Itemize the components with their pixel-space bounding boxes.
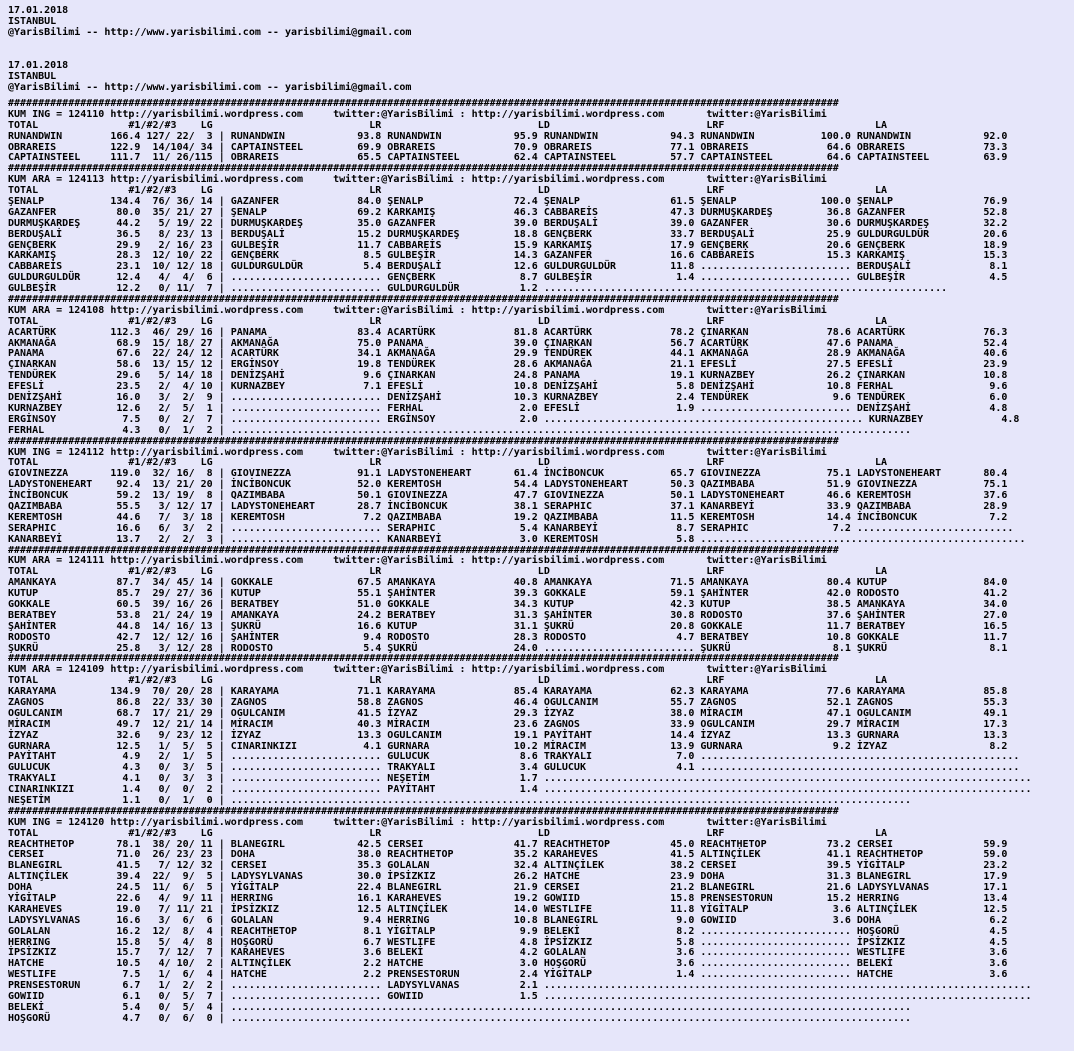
table-row: KURNAZBEY 12.6 2/ 5/ 1 | ......................... FERHAL 2.0 EFESLİ 1.9 ......................... DENİZŞAHİ 4.8: [8, 402, 1008, 414]
race-section: [8, 164, 1074, 295]
table-row: GOLALAN 16.2 12/ 8/ 4 | REACHTHETOP 8.1 YİGİTALP 9.9 BELEKİ 8.2 ......................... HOŞGORÜ 4.5: [8, 925, 1008, 937]
race-section: [8, 295, 1074, 437]
table-row: CABBAREİS 23.1 10/ 12/ 18 | GULDURGULDÜR 5.4 BERDUŞALİ 12.6 GULDURGULDÜR 11.8 ......................... BERDUŞALİ 8.1: [8, 261, 1008, 273]
table-row: ÇINARKAN 58.6 13/ 15/ 12 | ERGİNSOY 19.8 TENDÜREK 28.6 AKMANAĞA 21.1 EFESLİ 27.5 EFESLİ 23.9: [8, 359, 1008, 371]
table-row: ŞENALP 134.4 76/ 36/ 14 | GAZANFER 84.0 ŞENALP 72.4 ŞENALP 61.5 ŞENALP 100.0 ŞENALP 76.9: [8, 196, 1008, 208]
table-row: KEREMTOSH 44.6 7/ 3/ 18 | KEREMTOSH 7.2 QAZIMBABA 19.2 QAZIMBABA 11.5 KEREMTOSH 14.4 İNCİBONCUK 7.2: [8, 511, 1008, 523]
table-row: DOHA 24.5 11/ 6/ 5 | YİGİTALP 22.4 BLANEGIRL 21.9 CERSEI 21.2 BLANEGIRL 21.6 LADYSYLVANAS 17.1: [8, 882, 1008, 894]
table-row: GOKKALE 60.5 39/ 16/ 26 | BERATBEY 51.0 GOKKALE 34.3 KUTUP 42.3 KUTUP 38.5 AMANKAYA 34.0: [8, 598, 1008, 610]
column-header: TOTAL #1/#2/#3 LG LR LD LRF LA: [8, 675, 887, 687]
table-row: KARAHEVES 19.0 7/ 11/ 21 | İPSİZKIZ 12.5 ALTINÇİLEK 14.0 WESTLIFE 11.8 YİGİTALP 3.6 ALTINÇİLEK 12.5: [8, 903, 1008, 915]
table-row: GOWIID 6.1 0/ 5/ 7 | ......................... GOWIID 1.5 .................................................................................: [8, 991, 1032, 1003]
table-row: ŞUKRÜ 25.8 3/ 12/ 28 | RODOSTO 5.4 ŞUKRÜ 24.0 ......................... ŞUKRÜ 8.1 ŞUKRÜ 8.1: [8, 642, 1008, 654]
table-row: OGULCANIM 68.7 17/ 21/ 29 | OGULCANIM 41.5 İZYAZ 29.3 İZYAZ 38.0 MİRACIM 47.1 OGULCANIM 49.1: [8, 707, 1008, 719]
table-row: LADYSYLVANAS 16.6 3/ 6/ 6 | GOLALAN 9.4 HERRING 10.8 BLANEGIRL 9.0 GOWIID 3.6 DOHA 6.2: [8, 914, 1008, 926]
table-row: SERAPHIC 16.6 6/ 3/ 2 | ......................... SERAPHIC 5.4 KANARBEYİ 8.7 SERAPHIC 7.2 ..........................: [8, 522, 1014, 534]
header-city: ISTANBUL: [8, 71, 57, 82]
section-title: KUM ING = 124112 http://yarisbilimi.wordpress.com twitter:@YarisBilimi : http://yarisbilimi.wordpress.com twitter:@YarisBilimi: [8, 446, 827, 458]
table-row: RODOSTO 42.7 12/ 12/ 16 | ŞAHİNTER 9.4 RODOSTO 28.3 RODOSTO 4.7 BERATBEY 10.8 GOKKALE 11.7: [8, 631, 1008, 643]
table-row: ZAGNOS 86.8 22/ 33/ 30 | ZAGNOS 58.8 ZAGNOS 46.4 OGULCANIM 55.7 ZAGNOS 52.1 ZAGNOS 55.3: [8, 696, 1008, 708]
section-title: KUM ARA = 124109 http://yarisbilimi.wordpress.com twitter:@YarisBilimi : http://yarisbilimi.wordpress.com twitter:@YarisBilimi: [8, 664, 827, 676]
table-row: KARKAMIŞ 28.3 12/ 10/ 22 | GENÇBERK 8.5 GULBEŞİR 14.3 GAZANFER 16.6 CABBAREİS 15.3 KARKAMIŞ 15.3: [8, 250, 1008, 262]
table-row: İPSİZKIZ 15.7 7/ 12/ 7 | KARAHEVES 3.6 BELEKİ 4.2 GOLALAN 3.6 ......................... WESTLIFE 3.6: [8, 947, 1008, 959]
table-row: HERRING 15.8 5/ 4/ 8 | HOŞGORÜ 6.7 WESTLIFE 4.8 İPSİZKIZ 5.8 ......................... İPSİZKIZ 4.5: [8, 936, 1008, 948]
table-row: OBRAREIS 122.9 14/104/ 34 | CAPTAINSTEEL 69.9 OBRAREIS 70.9 OBRAREIS 77.1 OBRAREIS 64.6 OBRAREIS 73.3: [8, 141, 1008, 153]
column-header: TOTAL #1/#2/#3 LG LR LD LRF LA: [8, 119, 887, 131]
table-row: KARAYAMA 134.9 70/ 20/ 28 | KARAYAMA 71.1 KARAYAMA 85.4 KARAYAMA 62.3 KARAYAMA 77.6 KARAYAMA 85.8: [8, 686, 1008, 698]
header-block-1: [8, 6, 1074, 39]
column-header: TOTAL #1/#2/#3 LG LR LD LRF LA: [8, 457, 887, 469]
column-header: TOTAL #1/#2/#3 LG LR LD LRF LA: [8, 566, 887, 578]
table-row: İNCİBONCUK 59.2 13/ 19/ 8 | QAZIMBABA 50.1 GIOVINEZZA 47.7 GIOVINEZZA 50.1 LADYSTONEHEART 46.6 KEREMTOSH 37.6: [8, 490, 1008, 502]
column-header: TOTAL #1/#2/#3 LG LR LD LRF LA: [8, 185, 887, 197]
table-row: ERGİNSOY 7.5 0/ 2/ 7 | ......................... ERGİNSOY 2.0 ..................................................... KURNAZBEY 4.8: [8, 413, 1020, 425]
table-row: ACARTÜRK 112.3 46/ 29/ 16 | PANAMA 83.4 ACARTÜRK 81.8 ACARTÜRK 78.2 ÇINARKAN 78.6 ACARTÜRK 76.3: [8, 326, 1008, 338]
separator-line: ##########################################################################################################################################: [8, 805, 839, 817]
table-row: GIOVINEZZA 119.0 32/ 16/ 8 | GIOVINEZZA 91.1 LADYSTONEHEART 61.4 İNCİBONCUK 65.7 GIOVINEZZA 75.1 LADYSTONEHEART 80.4: [8, 468, 1008, 480]
race-section: [8, 437, 1074, 546]
section-title: KUM ING = 124110 http://yarisbilimi.wordpress.com twitter:@YarisBilimi : http://yarisbilimi.wordpress.com twitter:@YarisBilimi: [8, 108, 827, 120]
table-row: GULDURGULDÜR 12.4 4/ 4/ 6 | ......................... GENÇBERK 8.7 GULBEŞİR 1.4 ......................... GULBEŞİR 4.5: [8, 272, 1008, 284]
table-row: GURNARA 12.5 1/ 5/ 5 | CINARINKIZI 4.1 GURNARA 10.2 MİRACIM 13.9 GURNARA 9.2 İZYAZ 8.2: [8, 740, 1008, 752]
table-row: MİRACIM 49.7 12/ 21/ 14 | MİRACIM 40.3 MİRACIM 23.6 ZAGNOS 33.9 OGULCANIM 29.7 MİRACIM 17.3: [8, 718, 1008, 730]
table-row: BLANEGIRL 41.5 7/ 12/ 32 | CERSEI 35.3 GOLALAN 32.4 ALTINÇİLEK 38.2 CERSEI 39.5 YİGİTALP 23.2: [8, 860, 1008, 872]
race-section: [8, 654, 1074, 806]
table-row: AMANKAYA 87.7 34/ 45/ 14 | GOKKALE 67.5 AMANKAYA 40.8 AMANKAYA 71.5 AMANKAYA 80.4 KUTUP 84.0: [8, 577, 1008, 589]
table-row: DURMUŞKARDEŞ 44.2 5/ 19/ 22 | DURMUŞKARDEŞ 35.0 GAZANFER 39.0 BERDUŞALİ 39.0 GAZANFER 30.6 DURMUŞKARDEŞ 32.2: [8, 217, 1008, 229]
table-row: BELEKİ 5.4 0/ 5/ 4 | .................................................................................................................: [8, 1001, 912, 1013]
table-row: TENDÜREK 29.6 5/ 14/ 18 | DENİZŞAHİ 9.6 ÇINARKAN 24.8 PANAMA 19.1 KURNAZBEY 26.2 ÇINARKAN 10.8: [8, 370, 1008, 382]
table-row: YİGİTALP 22.6 4/ 9/ 11 | HERRING 16.1 KARAHEVES 19.2 GOWIID 15.8 PRENSESTORUN 15.2 HERRING 13.4: [8, 893, 1008, 905]
header-contact: @YarisBilimi -- http://www.yarisbilimi.com -- yarisbilimi@gmail.com: [8, 27, 412, 38]
table-row: AKMANAĞA 68.9 15/ 18/ 27 | AKMANAĞA 75.0 PANAMA 39.0 ÇINARKAN 56.7 ACARTÜRK 47.6 PANAMA 52.4: [8, 337, 1008, 349]
table-row: WESTLIFE 7.5 1/ 6/ 4 | HATCHE 2.2 PRENSESTORUN 2.4 YİGİTALP 1.4 ......................... HATCHE 3.6: [8, 969, 1008, 981]
separator-line: ##########################################################################################################################################: [8, 544, 839, 556]
table-row: FERHAL 4.3 0/ 1/ 2 | .................................................................................................................: [8, 424, 912, 436]
table-row: BERDUŞALİ 36.5 8/ 23/ 13 | BERDUŞALİ 15.2 DURMUŞKARDEŞ 18.8 GENÇBERK 33.7 BERDUŞALİ 25.9 GULDURGULDÜR 20.6: [8, 228, 1008, 240]
column-header: TOTAL #1/#2/#3 LG LR LD LRF LA: [8, 315, 887, 327]
table-row: GULUCUK 4.3 0/ 3/ 5 | ......................... TRAKYALI 3.4 GULUCUK 4.1 .....................................................: [8, 762, 1020, 774]
table-row: GULBEŞİR 12.2 0/ 11/ 7 | ......................... GULDURGULDÜR 1.2 ...................................................................: [8, 283, 948, 295]
table-row: DENİZŞAHİ 16.0 3/ 2/ 9 | ......................... DENİZŞAHİ 10.3 KURNAZBEY 2.4 TENDÜREK 9.6 TENDÜREK 6.0: [8, 392, 1008, 404]
table-row: LADYSTONEHEART 92.4 13/ 21/ 20 | İNCİBONCUK 52.0 KEREMTOSH 54.4 LADYSTONEHEART 50.3 QAZIMBABA 51.9 GIOVINEZZA 75.1: [8, 479, 1008, 491]
table-row: CERSEI 71.0 26/ 23/ 23 | DOHA 38.0 REACHTHETOP 35.2 KARAHEVES 41.5 ALTINÇİLEK 41.1 REACHTHETOP 59.0: [8, 849, 1008, 861]
race-sections: [8, 99, 1074, 1025]
table-row: GAZANFER 80.0 35/ 21/ 27 | ŞENALP 69.2 KARKAMIŞ 46.3 CABBAREİS 47.3 DURMUŞKARDEŞ 36.8 GAZANFER 52.8: [8, 206, 1008, 218]
table-row: REACHTHETOP 78.1 38/ 20/ 11 | BLANEGIRL 42.5 CERSEI 41.7 REACHTHETOP 45.0 REACHTHETOP 73.2 CERSEI 59.9: [8, 838, 1008, 850]
table-row: QAZIMBABA 55.5 3/ 12/ 17 | LADYSTONEHEART 28.7 İNCİBONCUK 38.1 SERAPHIC 37.1 KANARBEYİ 33.9 QAZIMBABA 28.9: [8, 500, 1008, 512]
table-row: NEŞETİM 1.1 0/ 1/ 0 | .................................................................................................................: [8, 795, 912, 806]
table-row: ŞAHİNTER 44.8 14/ 16/ 13 | ŞUKRÜ 16.6 KUTUP 31.1 ŞUKRÜ 20.8 GOKKALE 11.7 BERATBEY 16.5: [8, 620, 1008, 632]
table-row: PANAMA 67.6 22/ 24/ 12 | ACARTÜRK 34.1 AKMANAĞA 29.9 TENDÜREK 44.1 AKMANAĞA 28.9 AKMANAĞA 40.6: [8, 348, 1008, 360]
table-row: KANARBEYİ 13.7 2/ 2/ 3 | ......................... KANARBEYİ 3.0 KEREMTOSH 5.8 ......................................................: [8, 533, 1026, 545]
table-row: HOŞGORÜ 4.7 0/ 6/ 0 | .................................................................................................................: [8, 1012, 912, 1024]
table-row: RUNANDWIN 166.4 127/ 22/ 3 | RUNANDWIN 93.8 RUNANDWIN 95.9 RUNANDWIN 94.3 RUNANDWIN 100.0 RUNANDWIN 92.0: [8, 130, 1008, 142]
separator-line: ##########################################################################################################################################: [8, 435, 839, 447]
separator-line: ##########################################################################################################################################: [8, 163, 839, 175]
header-contact: @YarisBilimi -- http://www.yarisbilimi.com -- yarisbilimi@gmail.com: [8, 82, 412, 93]
table-row: CINARINKIZI 1.4 0/ 0/ 2 | ......................... PAYİTAHT 1.4 .................................................................................: [8, 784, 1032, 796]
header-block-2: [8, 61, 1074, 94]
table-row: CAPTAINSTEEL 111.7 11/ 26/115 | OBRAREIS 65.5 CAPTAINSTEEL 62.4 CAPTAINSTEEL 57.7 CAPTAINSTEEL 64.6 CAPTAINSTEEL 63.9: [8, 152, 1008, 164]
header-date: 17.01.2018: [8, 60, 69, 71]
table-row: ALTINÇİLEK 39.4 22/ 9/ 5 | LADYSYLVANAS 30.0 İPSİZKIZ 26.2 HATCHE 23.9 DOHA 31.3 BLANEGIRL 17.9: [8, 871, 1008, 883]
separator-line: ##########################################################################################################################################: [8, 294, 839, 306]
separator-line: ##########################################################################################################################################: [8, 653, 839, 665]
table-row: İZYAZ 32.6 9/ 23/ 12 | İZYAZ 13.3 OGULCANIM 19.1 PAYİTAHT 14.4 İZYAZ 13.3 GURNARA 13.3: [8, 729, 1008, 741]
table-row: BERATBEY 53.8 21/ 24/ 19 | AMANKAYA 24.2 BERATBEY 31.3 ŞAHİNTER 30.8 RODOSTO 37.6 ŞAHİNTER 27.0: [8, 609, 1008, 621]
race-section: [8, 546, 1074, 655]
table-row: PRENSESTORUN 6.7 1/ 2/ 2 | ......................... LADYSYLVANAS 2.1 .................................................................................: [8, 980, 1032, 992]
race-section: [8, 807, 1074, 1025]
column-header: TOTAL #1/#2/#3 LG LR LD LRF LA: [8, 827, 887, 839]
header-date: 17.01.2018: [8, 5, 69, 16]
table-row: KUTUP 85.7 29/ 27/ 36 | KUTUP 55.1 ŞAHİNTER 39.3 GOKKALE 59.1 ŞAHİNTER 42.0 RODOSTO 41.2: [8, 588, 1008, 600]
section-title: KUM ARA = 124108 http://yarisbilimi.wordpress.com twitter:@YarisBilimi : http://yarisbilimi.wordpress.com twitter:@YarisBilimi: [8, 304, 827, 316]
header-city: ISTANBUL: [8, 16, 57, 27]
table-row: EFESLİ 23.5 2/ 4/ 10 | KURNAZBEY 7.1 EFESLİ 10.8 DENİZŞAHİ 5.8 DENİZŞAHİ 10.8 FERHAL 9.6: [8, 381, 1008, 393]
race-section: [8, 99, 1074, 164]
separator-line: ##########################################################################################################################################: [8, 98, 839, 109]
table-row: HATCHE 10.5 4/ 10/ 2 | ALTINÇİLEK 2.2 HATCHE 3.0 HOŞGORÜ 3.6 ......................... BELEKİ 3.6: [8, 958, 1008, 970]
table-row: GENÇBERK 29.9 2/ 16/ 23 | GULBEŞİR 11.7 CABBAREİS 15.9 KARKAMIŞ 17.9 GENÇBERK 20.6 GENÇBERK 18.9: [8, 239, 1008, 251]
section-title: KUM ARA = 124111 http://yarisbilimi.wordpress.com twitter:@YarisBilimi : http://yarisbilimi.wordpress.com twitter:@YarisBilimi: [8, 555, 827, 567]
section-title: KUM ING = 124120 http://yarisbilimi.wordpress.com twitter:@YarisBilimi : http://yarisbilimi.wordpress.com twitter:@YarisBilimi: [8, 816, 827, 828]
section-title: KUM ARA = 124113 http://yarisbilimi.wordpress.com twitter:@YarisBilimi : http://yarisbilimi.wordpress.com twitter:@YarisBilimi: [8, 174, 827, 186]
table-row: TRAKYALI 4.1 0/ 3/ 3 | ......................... NEŞETİM 1.7 .................................................................................: [8, 773, 1032, 785]
table-row: PAYİTAHT 4.9 2/ 1/ 5 | ......................... GULUCUK 8.6 TRAKYALI 7.0 .....................................................: [8, 751, 1020, 763]
